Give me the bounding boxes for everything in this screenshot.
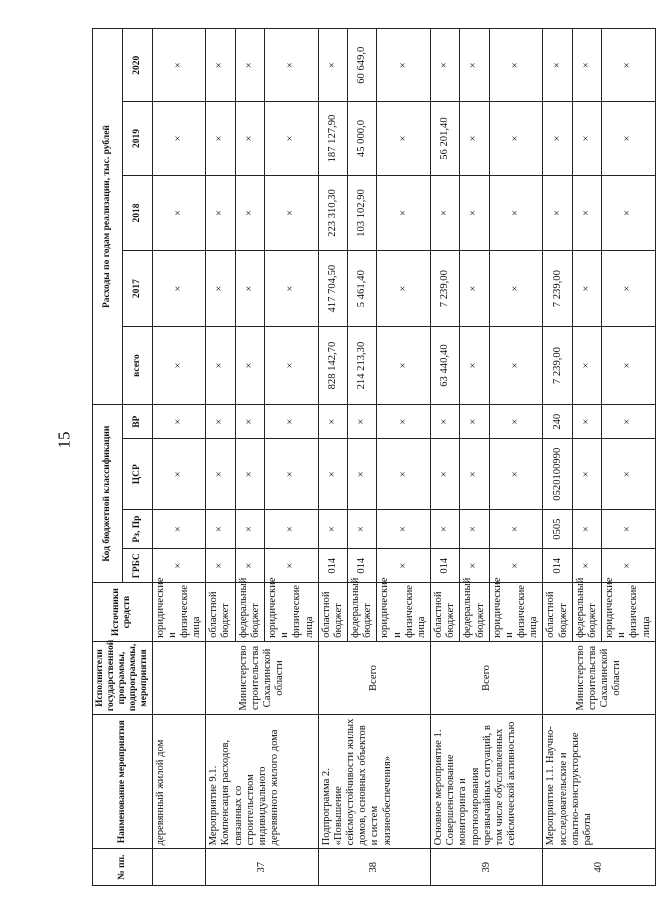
header-exp-group: Расходы по годам реализации, тыс. рублей <box>93 29 123 405</box>
cell-x: × <box>460 102 489 175</box>
cell-2019: 56 201,40 <box>431 102 460 175</box>
header-no: № пп. <box>93 849 153 886</box>
row-source: юридические и физические лица <box>489 583 543 642</box>
row-source: областной бюджет <box>543 583 572 642</box>
cell-x: × <box>377 439 431 510</box>
row-source: областной бюджет <box>318 583 347 642</box>
cell-x: × <box>206 102 235 175</box>
cell-x: × <box>572 102 601 175</box>
cell-x: × <box>489 549 543 583</box>
row-executor: Всего <box>431 641 543 714</box>
table-row <box>206 29 235 886</box>
cell-2017: 5 461,40 <box>348 251 377 327</box>
cell-x: × <box>377 29 431 102</box>
cell-x: × <box>460 405 489 439</box>
cell-x: × <box>318 510 347 549</box>
header-executor: Исполнители государственной программы, подпрограммы, мероприятия <box>93 641 153 714</box>
cell-rzpr: 0505 <box>543 510 572 549</box>
page-number: 15 <box>54 431 74 449</box>
cell-x: × <box>489 327 543 405</box>
cell-x: × <box>572 327 601 405</box>
cell-x: × <box>235 102 264 175</box>
row-source: федеральный бюджет <box>235 583 264 642</box>
header-code-group: Код бюджетной классификации <box>93 405 123 583</box>
cell-x: × <box>602 327 656 405</box>
cell-x: × <box>235 175 264 251</box>
cell-x: × <box>235 439 264 510</box>
budget-table <box>92 28 656 886</box>
cell-2019: 45 000,0 <box>348 102 377 175</box>
table-row <box>431 29 460 886</box>
cell-x: × <box>489 251 543 327</box>
cell-2017: 7 239,00 <box>543 251 572 327</box>
cell-x: × <box>264 29 318 102</box>
cell-vr: 240 <box>543 405 572 439</box>
cell-x: × <box>602 405 656 439</box>
cell-x: × <box>602 251 656 327</box>
cell-x: × <box>152 439 206 510</box>
cell-x: × <box>377 102 431 175</box>
cell-x: × <box>572 510 601 549</box>
row-source: юридические и физические лица <box>602 583 656 642</box>
row-name: деревянный жилой дом <box>152 715 206 849</box>
header-2018: 2018 <box>122 175 152 251</box>
cell-x: × <box>460 175 489 251</box>
row-name: Подпрограмма 2. «Повышение сейсмоустойчивости жилых домов, основных объектов и систем жизнеобеспечения» <box>318 715 430 849</box>
cell-2018: 223 310,30 <box>318 175 347 251</box>
row-source: федеральный бюджет <box>460 583 489 642</box>
cell-x: × <box>206 439 235 510</box>
cell-grbs: 014 <box>431 549 460 583</box>
cell-x: × <box>235 405 264 439</box>
cell-x: × <box>460 327 489 405</box>
cell-x: × <box>235 510 264 549</box>
header-source: Источники средств <box>93 583 153 642</box>
row-source: юридические и физические лица <box>152 583 206 642</box>
cell-x: × <box>152 510 206 549</box>
cell-x: × <box>602 29 656 102</box>
header-name: Наименование мероприятия <box>93 715 153 849</box>
header-2019: 2019 <box>122 102 152 175</box>
cell-x: × <box>543 102 572 175</box>
cell-2020: 60 649,0 <box>348 29 377 102</box>
cell-2019: 187 127,90 <box>318 102 347 175</box>
cell-2017: 7 239,00 <box>431 251 460 327</box>
cell-x: × <box>264 251 318 327</box>
cell-x: × <box>206 251 235 327</box>
cell-x: × <box>264 175 318 251</box>
cell-x: × <box>152 327 206 405</box>
cell-x: × <box>460 549 489 583</box>
cell-x: × <box>152 251 206 327</box>
cell-x: × <box>264 439 318 510</box>
cell-total: 63 440,40 <box>431 327 460 405</box>
row-executor: Министерство строительства Сахалинской области <box>206 641 318 714</box>
cell-x: × <box>572 439 601 510</box>
cell-x: × <box>602 439 656 510</box>
cell-x: × <box>602 549 656 583</box>
row-number: 39 <box>431 849 543 886</box>
table-row <box>152 29 206 886</box>
cell-grbs: 014 <box>318 549 347 583</box>
cell-x: × <box>602 102 656 175</box>
cell-2018: 103 102,90 <box>348 175 377 251</box>
cell-x: × <box>348 405 377 439</box>
row-source: федеральный бюджет <box>348 583 377 642</box>
cell-x: × <box>602 510 656 549</box>
cell-total: 828 142,70 <box>318 327 347 405</box>
cell-x: × <box>377 327 431 405</box>
row-source: областной бюджет <box>431 583 460 642</box>
cell-x: × <box>489 102 543 175</box>
cell-x: × <box>377 510 431 549</box>
cell-x: × <box>318 29 347 102</box>
cell-x: × <box>543 175 572 251</box>
cell-x: × <box>264 102 318 175</box>
row-executor: Всего <box>318 641 430 714</box>
cell-x: × <box>431 405 460 439</box>
cell-x: × <box>572 175 601 251</box>
table-row <box>543 29 572 886</box>
cell-x: × <box>460 510 489 549</box>
cell-x: × <box>264 405 318 439</box>
cell-x: × <box>602 175 656 251</box>
cell-x: × <box>572 405 601 439</box>
cell-x: × <box>431 175 460 251</box>
cell-x: × <box>206 29 235 102</box>
cell-x: × <box>489 29 543 102</box>
row-executor: Министерство строительства Сахалинской области <box>543 641 655 714</box>
cell-x: × <box>206 175 235 251</box>
header-grbs: ГРБС <box>122 549 152 583</box>
cell-x: × <box>377 251 431 327</box>
rotated-table-container <box>92 28 652 886</box>
cell-total: 214 213,30 <box>348 327 377 405</box>
cell-csr: 0520100990 <box>543 439 572 510</box>
row-name: Мероприятие 9.1. Компенсация расходов, связанных со строительством индивидуального деревянного жилого дома <box>206 715 318 849</box>
cell-x: × <box>377 549 431 583</box>
cell-x: × <box>152 175 206 251</box>
cell-x: × <box>572 29 601 102</box>
cell-2017: 417 704,50 <box>318 251 347 327</box>
cell-x: × <box>206 510 235 549</box>
cell-x: × <box>152 549 206 583</box>
cell-x: × <box>206 405 235 439</box>
row-name: Основное мероприятие 1. Совершенствование мониторинга и прогнозирования чрезвычайных ситуаций, в том числе обусловленных сейсмической активностью <box>431 715 543 849</box>
cell-x: × <box>572 251 601 327</box>
cell-x: × <box>348 510 377 549</box>
cell-x: × <box>152 405 206 439</box>
cell-x: × <box>460 439 489 510</box>
header-rzpr: Рз, Пр <box>122 510 152 549</box>
header-vr: ВР <box>122 405 152 439</box>
cell-x: × <box>318 439 347 510</box>
cell-x: × <box>431 439 460 510</box>
cell-x: × <box>431 29 460 102</box>
cell-x: × <box>264 327 318 405</box>
header-2017: 2017 <box>122 251 152 327</box>
cell-x: × <box>206 549 235 583</box>
cell-x: × <box>489 510 543 549</box>
table-row <box>318 29 347 886</box>
cell-x: × <box>377 175 431 251</box>
cell-x: × <box>152 29 206 102</box>
row-source: юридические и физические лица <box>264 583 318 642</box>
cell-x: × <box>543 29 572 102</box>
cell-x: × <box>489 439 543 510</box>
cell-x: × <box>235 549 264 583</box>
cell-grbs: 014 <box>348 549 377 583</box>
cell-x: × <box>460 29 489 102</box>
cell-x: × <box>235 327 264 405</box>
cell-grbs: 014 <box>543 549 572 583</box>
header-csr: ЦСР <box>122 439 152 510</box>
cell-x: × <box>206 327 235 405</box>
cell-x: × <box>235 251 264 327</box>
cell-x: × <box>264 549 318 583</box>
cell-total: 7 239,00 <box>543 327 572 405</box>
cell-x: × <box>572 549 601 583</box>
row-source: юридические и физические лица <box>377 583 431 642</box>
cell-x: × <box>235 29 264 102</box>
cell-x: × <box>377 405 431 439</box>
cell-x: × <box>152 102 206 175</box>
row-source: федеральный бюджет <box>572 583 601 642</box>
header-2020: 2020 <box>122 29 152 102</box>
cell-x: × <box>348 439 377 510</box>
cell-x: × <box>431 510 460 549</box>
cell-x: × <box>460 251 489 327</box>
cell-x: × <box>264 510 318 549</box>
cell-x: × <box>318 405 347 439</box>
cell-x: × <box>489 405 543 439</box>
row-name: Мероприятие 1.1. Научно-исследовательские и опытно-конструкторские работы <box>543 715 655 849</box>
row-number: 37 <box>206 849 318 886</box>
row-source: областной бюджет <box>206 583 235 642</box>
header-total: всего <box>122 327 152 405</box>
row-number: 40 <box>543 849 655 886</box>
cell-x: × <box>489 175 543 251</box>
row-number: 38 <box>318 849 430 886</box>
